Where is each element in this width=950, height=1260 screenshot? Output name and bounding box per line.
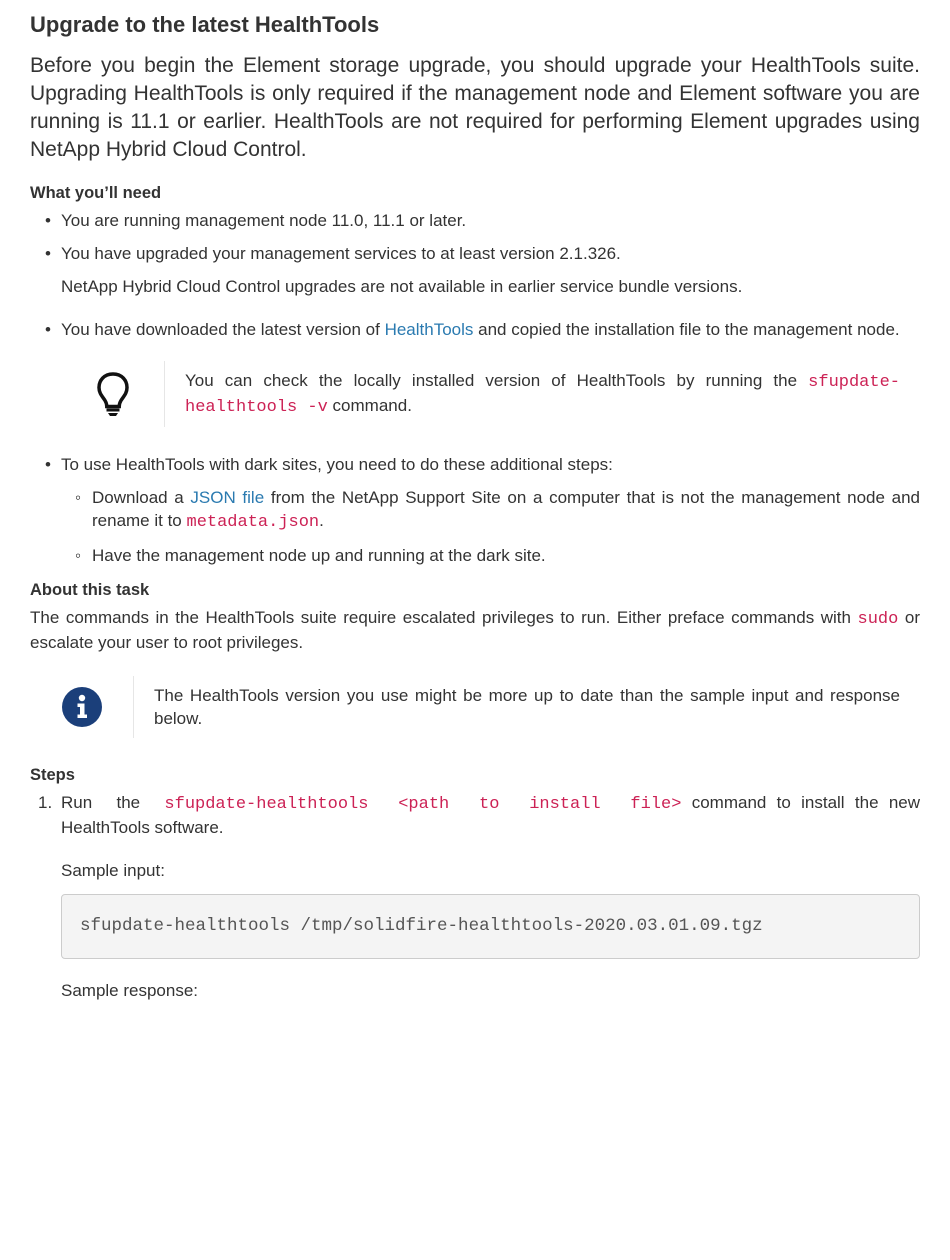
note-text: The HealthTools version you use might be more up to date than the sample input and response below.: [154, 686, 900, 728]
list-item: • You have downloaded the latest version of HealthTools and copied the installation file to the management node. You can check the locally installed version of HealthTools by running the sfupdate-healthtools -v command.: [30, 318, 920, 427]
list-item: • You have upgraded your management services to at least version 2.1.326. NetApp Hybrid Cloud Control upgrades are not available in earlier service bundle versions.: [30, 242, 920, 298]
note-icon-cell: [30, 676, 134, 738]
healthtools-link[interactable]: HealthTools: [384, 320, 474, 339]
inline-code: sfupdate-healthtools <path to install file>: [164, 795, 682, 814]
about-task-heading: About this task: [30, 581, 150, 599]
tip-icon-cell: [61, 361, 165, 427]
note-admonition: [30, 676, 920, 738]
sample-input-code-block: sfupdate-healthtools /tmp/solidfire-healthtools-2020.03.01.09.tgz: [61, 894, 920, 959]
steps-heading: Steps: [30, 766, 75, 784]
sample-response-label: Sample response:: [61, 981, 199, 1000]
info-icon: [61, 686, 103, 728]
inline-code: metadata.json: [186, 513, 320, 532]
sample-input-label: Sample input:: [61, 861, 165, 880]
steps-list: [30, 791, 920, 1002]
dark-site-steps-list: [61, 486, 920, 567]
service-bundle-note: NetApp Hybrid Cloud Control upgrades are not available in earlier service bundle versions.: [61, 277, 743, 296]
tip-text: You can check the locally installed version of HealthTools by running the sfupdate-healthtools -v command.: [185, 371, 900, 417]
page-title: Upgrade to the latest HealthTools: [30, 12, 380, 37]
step-number: 1.: [38, 793, 53, 812]
what-you-need-heading: What you’ll need: [30, 184, 162, 202]
lightbulb-icon: [96, 371, 130, 417]
json-file-link[interactable]: JSON file: [190, 488, 265, 507]
step-item: 1. Run the sfupdate-healthtools <path to install file> command to install the new HealthTools software. Sample input: sfupdate-healthtools /tmp/solidfire-healthtools-2020.03.01.09.tgz Sample response:: [38, 793, 921, 1000]
list-item: • You are running management node 11.0, 11.1 or later.: [30, 209, 920, 232]
about-task-text: The commands in the HealthTools suite require escalated privileges to run. Either preface commands with sudo or escalate your user to root privileges.: [30, 608, 920, 652]
tip-admonition: [61, 361, 920, 427]
requirements-list: [30, 209, 920, 567]
sub-list-item: ◦ Have the management node up and running at the dark site.: [61, 544, 920, 567]
sub-list-item: ◦ Download a JSON file from the NetApp Support Site on a computer that is not the management node and rename it to metadata.json.: [61, 486, 920, 534]
list-item: • To use HealthTools with dark sites, you need to do these additional steps: ◦ Download a JSON file from the NetApp Support Site on a computer that is not the management node and rename it to metadata.json. ◦ Have the management node up and running at the dark site.: [30, 453, 920, 567]
intro-paragraph: Before you begin the Element storage upgrade, you should upgrade your HealthTools suite. Upgrading HealthTools is only required if the management node and Element software you are running is 11.1 or earlier. HealthTools are not required for performing Element upgrades using NetApp Hybrid Cloud Control.: [30, 54, 920, 161]
inline-code: sudo: [857, 610, 899, 629]
inline-code: sfupdate-healthtools -v: [185, 373, 900, 417]
